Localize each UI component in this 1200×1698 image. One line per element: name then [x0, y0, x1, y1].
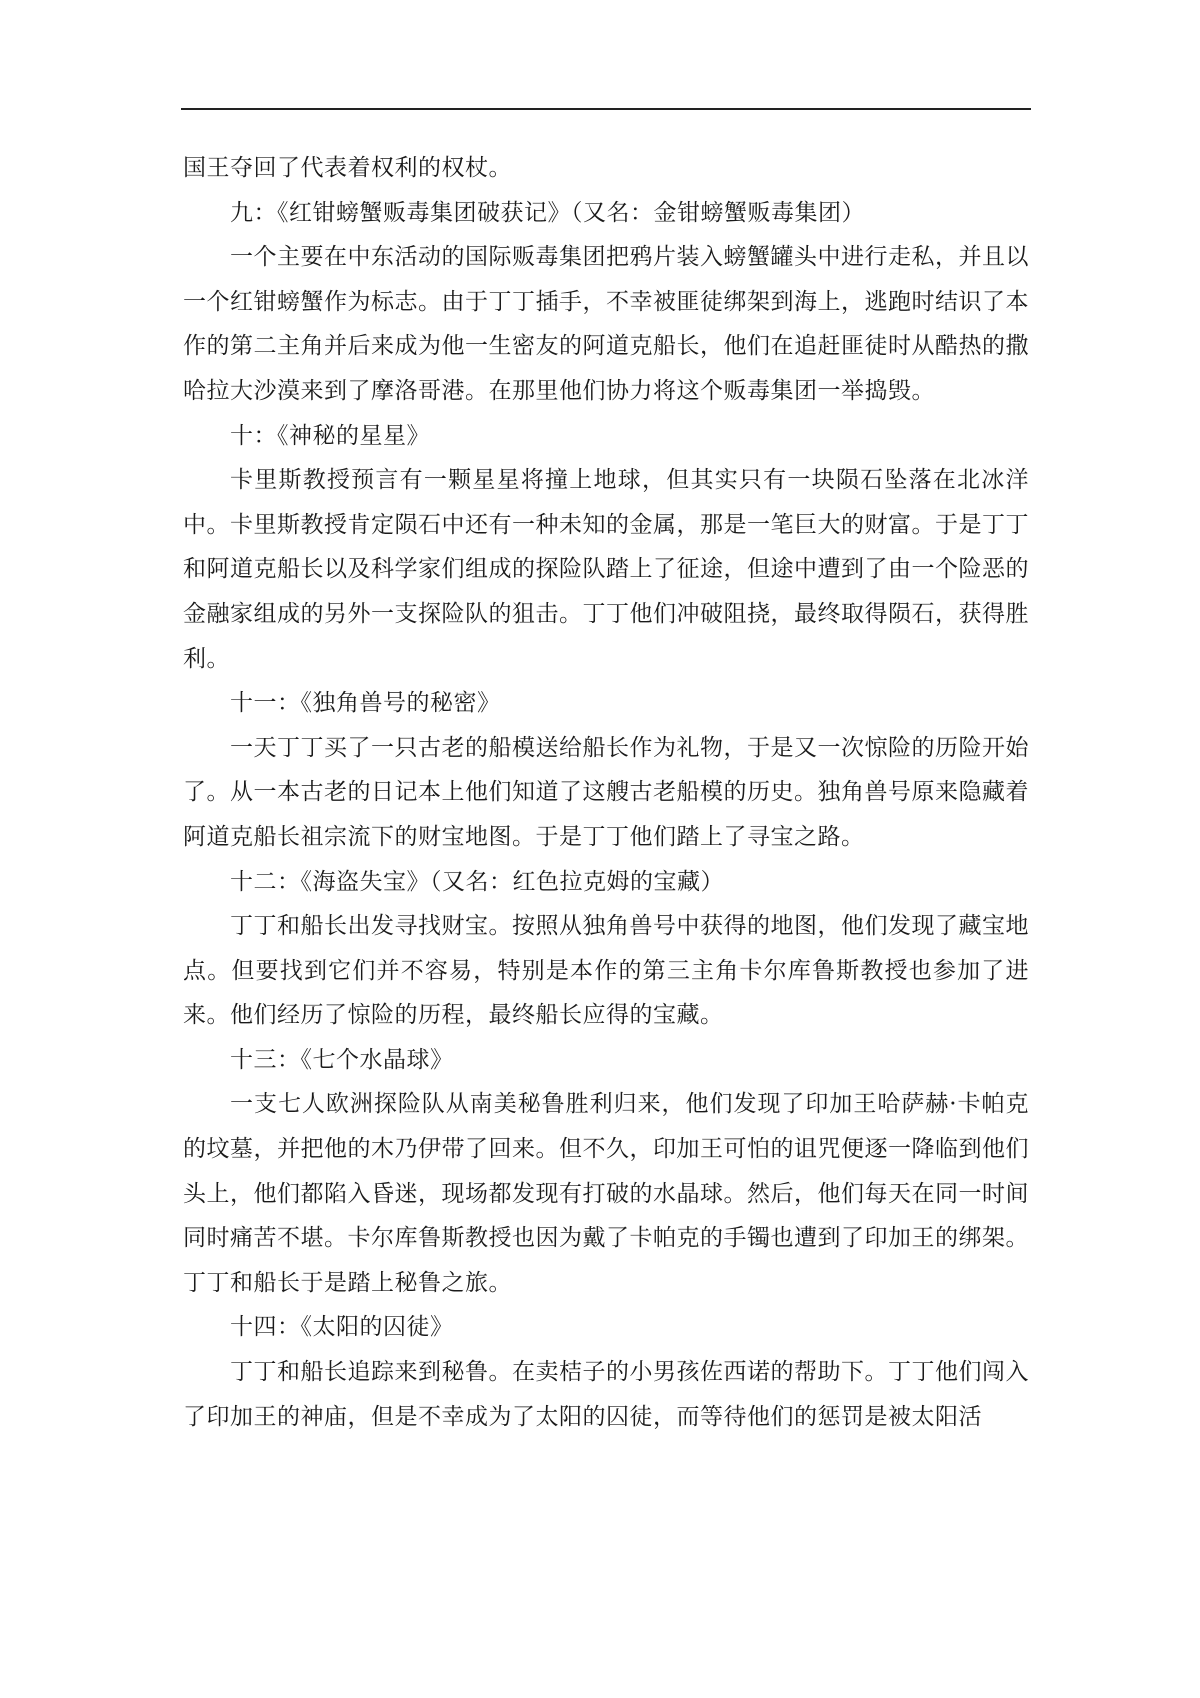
paragraph-section-9: 一个主要在中东活动的国际贩毒集团把鸦片装入螃蟹罐头中进行走私，并且以一个红钳螃蟹作为标志。由于丁丁插手，不幸被匪徒绑架到海上，逃跑时结识了本作的第二主角并后来成为他一生密友的阿道克船长，他们在追赶匪徒时从酷热的撒哈拉大沙漠来到了摩洛哥港。在那里他们协力将这个贩毒集团一举捣毁。 — [183, 244, 1029, 404]
paragraph-section-12: 丁丁和船长出发寻找财宝。按照从独角兽号中获得的地图，他们发现了藏宝地点。但要找到它们并不容易，特别是本作的第三主角卡尔库鲁斯教授也参加了进来。他们经历了惊险的历程，最终船长应得的宝藏。 — [183, 913, 1029, 1029]
paragraph-section-14: 丁丁和船长追踪来到秘鲁。在卖桔子的小男孩佐西诺的帮助下。丁丁他们闯入了印加王的神庙，但是不幸成为了太阳的囚徒，而等待他们的惩罚是被太阳活 — [183, 1359, 1029, 1430]
paragraph-section-13: 一支七人欧洲探险队从南美秘鲁胜利归来，他们发现了印加王哈萨赫·卡帕克的坟墓，并把他的木乃伊带了回来。但不久，印加王可怕的诅咒便逐一降临到他们头上，他们都陷入昏迷，现场都发现有打破的水晶球。然后，他们每天在同一时间同时痛苦不堪。卡尔库鲁斯教授也因为戴了卡帕克的手镯也遭到了印加王的绑架。丁丁和船长于是踏上秘鲁之旅。 — [183, 1091, 1029, 1296]
section-heading-10: 十：《神秘的星星》 — [230, 422, 430, 449]
section-heading-11: 十一：《独角兽号的秘密》 — [230, 690, 501, 717]
section-heading-9: 九：《红钳螃蟹贩毒集团破获记》（又名：金钳螃蟹贩毒集团） — [230, 199, 865, 226]
section-heading-13: 十三：《七个水晶球》 — [230, 1046, 454, 1073]
paragraph-section-11: 一天丁丁买了一只古老的船模送给船长作为礼物，于是又一次惊险的历险开始了。从一本古老的日记本上他们知道了这艘古老船模的历史。独角兽号原来隐藏着阿道克船长祖宗流下的财宝地图。于是丁丁他们踏上了寻宝之路。 — [183, 734, 1029, 850]
header-rule — [181, 108, 1031, 110]
section-heading-14: 十四：《太阳的囚徒》 — [230, 1314, 454, 1341]
page-body — [183, 146, 1029, 1439]
section-heading-12: 十二：《海盗失宝》（又名：红色拉克姆的宝藏） — [230, 868, 724, 895]
paragraph-section-10: 卡里斯教授预言有一颗星星将撞上地球，但其实只有一块陨石坠落在北冰洋中。卡里斯教授肯定陨石中还有一种未知的金属，那是一笔巨大的财富。于是丁丁和阿道克船长以及科学家们组成的探险队踏上了征途，但途中遭到了由一个险恶的金融家组成的另外一支探险队的狙击。丁丁他们冲破阻挠，最终取得陨石，获得胜利。 — [183, 467, 1029, 672]
paragraph-continuation: 国王夺回了代表着权利的权杖。 — [183, 155, 512, 181]
